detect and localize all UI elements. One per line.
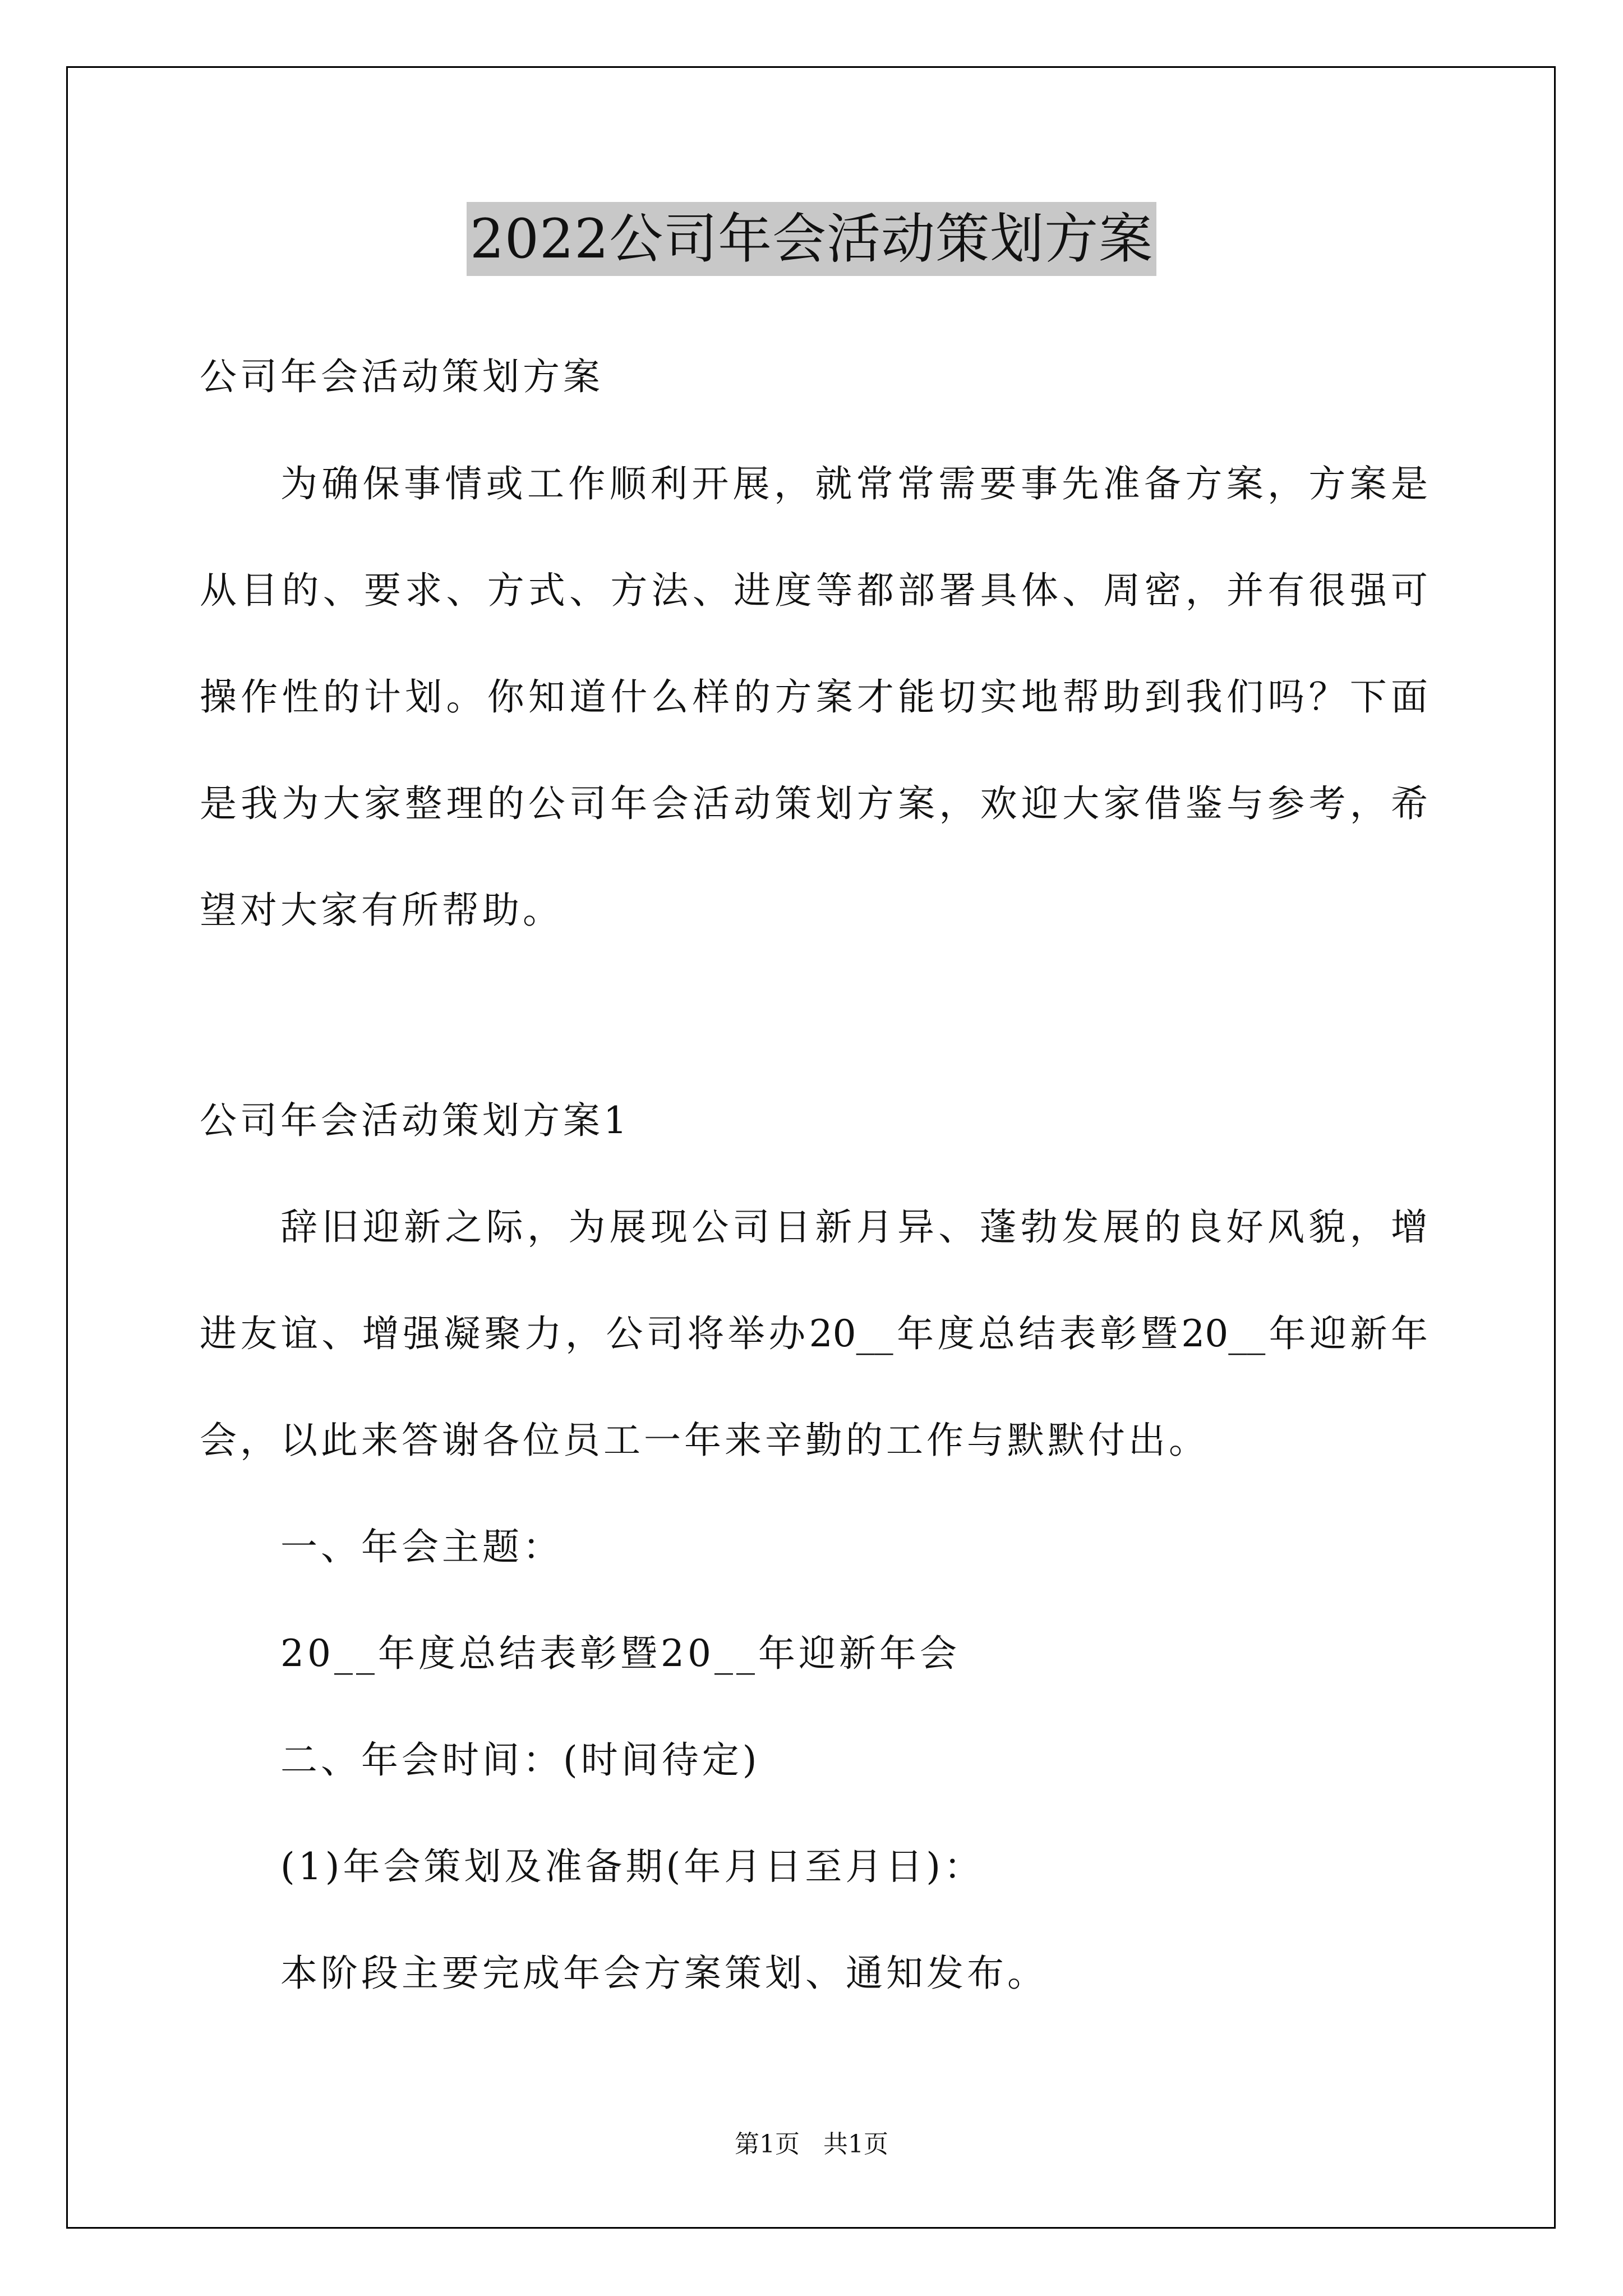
document-title: 2022公司年会活动策划方案	[467, 202, 1156, 276]
section1-line-1: 辞旧迎新之际，为展现公司日新月异、蓬勃发展的良好风貌，增	[280, 1205, 1428, 1249]
intro-line-5: 望对大家有所帮助。	[200, 889, 563, 932]
theme-text: 20__年度总结表彰暨20__年迎新年会	[280, 1632, 960, 1675]
theme-heading: 一、年会主题：	[280, 1525, 563, 1568]
time-heading: 二、年会时间：(时间待定)	[280, 1738, 760, 1782]
section1-line-3: 会，以此来答谢各位员工一年来辛勤的工作与默默付出。	[200, 1419, 1209, 1462]
phase1-text: 本阶段主要完成年会方案策划、通知发布。	[280, 1952, 1048, 1995]
title-container	[0, 202, 1623, 276]
document-subtitle: 公司年会活动策划方案	[200, 355, 603, 398]
intro-line-4: 是我为大家整理的公司年会活动策划方案，欢迎大家借鉴与参考，希	[200, 782, 1428, 825]
section1-heading: 公司年会活动策划方案1	[200, 1099, 630, 1142]
section1-line-2: 进友谊、增强凝聚力，公司将举办20__年度总结表彰暨20__年迎新年	[200, 1312, 1428, 1355]
intro-line-2: 从目的、要求、方式、方法、进度等都部署具体、周密，并有很强可	[200, 569, 1428, 612]
intro-line-1: 为确保事情或工作顺利开展，就常常需要事先准备方案，方案是	[280, 462, 1428, 505]
page-footer: 第1页 共1页	[735, 2130, 888, 2159]
intro-line-3: 操作性的计划。你知道什么样的方案才能切实地帮助到我们吗？下面	[200, 675, 1428, 719]
phase1-heading: (1)年会策划及准备期(年月日至月日)：	[280, 1845, 984, 1888]
